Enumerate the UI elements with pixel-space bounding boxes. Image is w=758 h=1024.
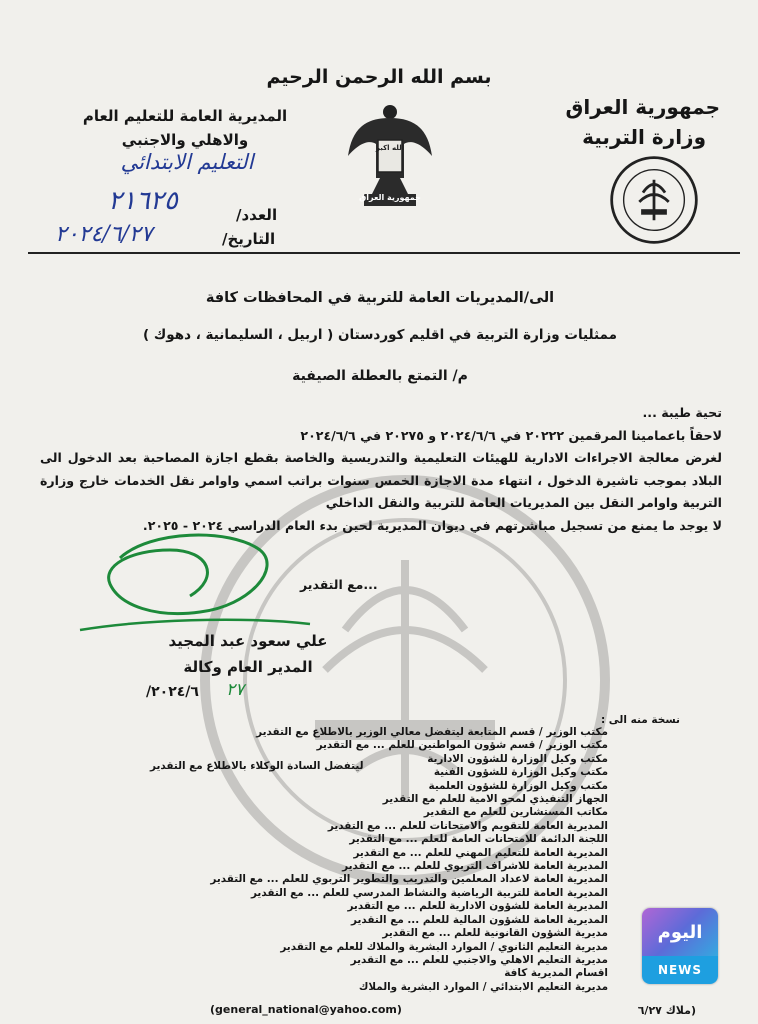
footer-email: (general_national@yahoo.com) (210, 1003, 402, 1016)
logo-top-text: اليوم (642, 908, 718, 956)
copy-item: مكتب وكيل الوزارة للشؤون العلمية (428, 779, 608, 792)
copy-item: مديرية التعليم الثانوي / الموارد البشرية والملاك للعلم مع التقدير (280, 940, 608, 953)
copies-heading: نسخة منه الى : (600, 714, 680, 726)
subject-line: م/ التمتع بالعطلة الصيفية (292, 368, 468, 384)
number-label: العدد/ (236, 206, 278, 224)
copy-item: المديرية العامة للشؤون الادارية للعلم ... مع التقدير (347, 900, 608, 913)
copy-item: المديرية العامة للاشراف التربوي للعلم ... مع التقدير (342, 860, 608, 873)
copy-item: مديرية التعليم الاهلي والاجنبي للعلم ... مع التقدير (350, 953, 608, 966)
date-label: التاريخ/ (222, 230, 276, 248)
body-para-1: لاحقاً باعمامينا المرقمين ٢٠٢٢٢ في ٢٠٢٤/٦/٦ و ٢٠٢٧٥ في ٢٠٢٤/٦/٦ (300, 427, 722, 443)
letter-body (40, 402, 722, 537)
directorate-header (70, 104, 300, 152)
copy-item: مكتب وكيل الوزارة للشؤون الفنية (433, 766, 608, 779)
logo-bottom-text: NEWS (642, 956, 718, 984)
copy-item: المديرية العامة للشؤون المالية للعلم ... مع التقدير (351, 913, 608, 926)
directorate-line2: والاهلي والاجنبي (121, 131, 249, 149)
iraq-eagle-emblem-icon (346, 98, 434, 208)
copy-item: مكتب وكيل الوزارة للشؤون الادارية (427, 752, 608, 765)
copy-item: مديرية التعليم الابتدائي / الموارد البشرية والملاك (358, 980, 608, 993)
copy-item: اللجنة الدائمة للامتحانات العامة للعلم ... مع التقدير (349, 833, 608, 846)
directorate-line1: المديرية العامة للتعليم العام (82, 107, 288, 125)
emblem-banner: الله اكبر (375, 144, 405, 152)
signatory-title: المدير العام وكالة (183, 658, 313, 676)
closing: ...مع التقدير (300, 577, 378, 592)
copy-item: مكاتب المستشارين للعلم مع التقدير (423, 806, 608, 819)
footer-reference: (ملاك ٦/٢٧ (637, 1004, 696, 1017)
signature-block (128, 628, 368, 680)
ministry-name: وزارة التربية (582, 125, 706, 149)
copy-item: المديرية العامة للتعليم المهني للعلم ... مع التقدير (353, 846, 608, 859)
copy-item: المديرية العامة للتربية الرياضية والنشاط المدرسي للعلم ... مع التقدير (250, 886, 608, 899)
date-value: ٢٠٢٤/٦/٢٧ (55, 222, 153, 247)
copy-item: المديرية العامة لاعداد المعلمين والتدريب والتطوير التربوي للعلم ... مع التقدير (210, 873, 608, 886)
signatory-name: علي سعود عبد المجيد (168, 632, 328, 650)
alyoum-news-logo (642, 908, 718, 984)
signature-date: /٢٠٢٤/٦ (146, 684, 199, 700)
basmala: بسم الله الرحمن الرحيم (266, 66, 492, 88)
body-para-2: لغرض معالجة الاجراءات الادارية للهيئات التعليمية والتدريسية والخاصة بقطع اجازة المصاحبة بعد الدخول الى البلاد بموجب تاشيرة الدخول ، انتهاء مدة الاجازة الخمس سنوات براتب اسمي واوامر نقل الخدمات خارج وزارة التربية واوامر النقل بين المديريات العامة للتربية والنقل الداخلي (40, 450, 722, 510)
body-para-3: لا يوجد ما يمنع من تسجيل مباشرتهم في ديوان المديرية لحين بدء العام الدراسي ٢٠٢٤ - ٢٠٢٥. (142, 517, 722, 533)
copy-item: مكتب الوزير / قسم شؤون المواطنين للعلم ... مع التقدير (316, 739, 608, 752)
copy-item: اقسام المديرية كافة (504, 967, 608, 980)
handwritten-department: التعليم الابتدائي (120, 150, 254, 174)
ministry-header (520, 92, 720, 152)
ministry-seal-icon (608, 154, 700, 246)
signature-scribble-icon (60, 520, 320, 640)
signature-date-handwritten: ٢٧ (226, 680, 245, 700)
header-divider (28, 252, 740, 254)
copy-item: مكتب الوزير / قسم المتابعة ليتفضل معالي الوزير بالاطلاع مع التقدير (256, 726, 608, 738)
number-value: ٢١٦٢٥ (108, 186, 178, 216)
addressee: الى/المديريات العامة للتربية في المحافظات كافة (205, 290, 555, 306)
addressee-secondary: ممثليات وزارة التربية في اقليم كوردستان ( اربيل ، السليمانية ، دهوك ) (143, 327, 617, 343)
emblem-caption: جمهورية العراق (359, 193, 421, 202)
copy-item: الجهاز التنفيذي لمحو الامية للعلم مع التقدير (382, 793, 608, 806)
copy-item: المديرية العامة للتقويم والامتحانات للعلم ... مع التقدير (327, 819, 608, 832)
greeting: تحية طيبة ... (642, 405, 722, 420)
copy-item: مديرية الشؤون القانونية للعلم ... مع التقدير (382, 927, 608, 940)
country-name: جمهورية العراق (565, 95, 720, 119)
copies-side-note: ليتفضل السادة الوكلاء بالاطلاع مع التقدير (150, 760, 364, 772)
